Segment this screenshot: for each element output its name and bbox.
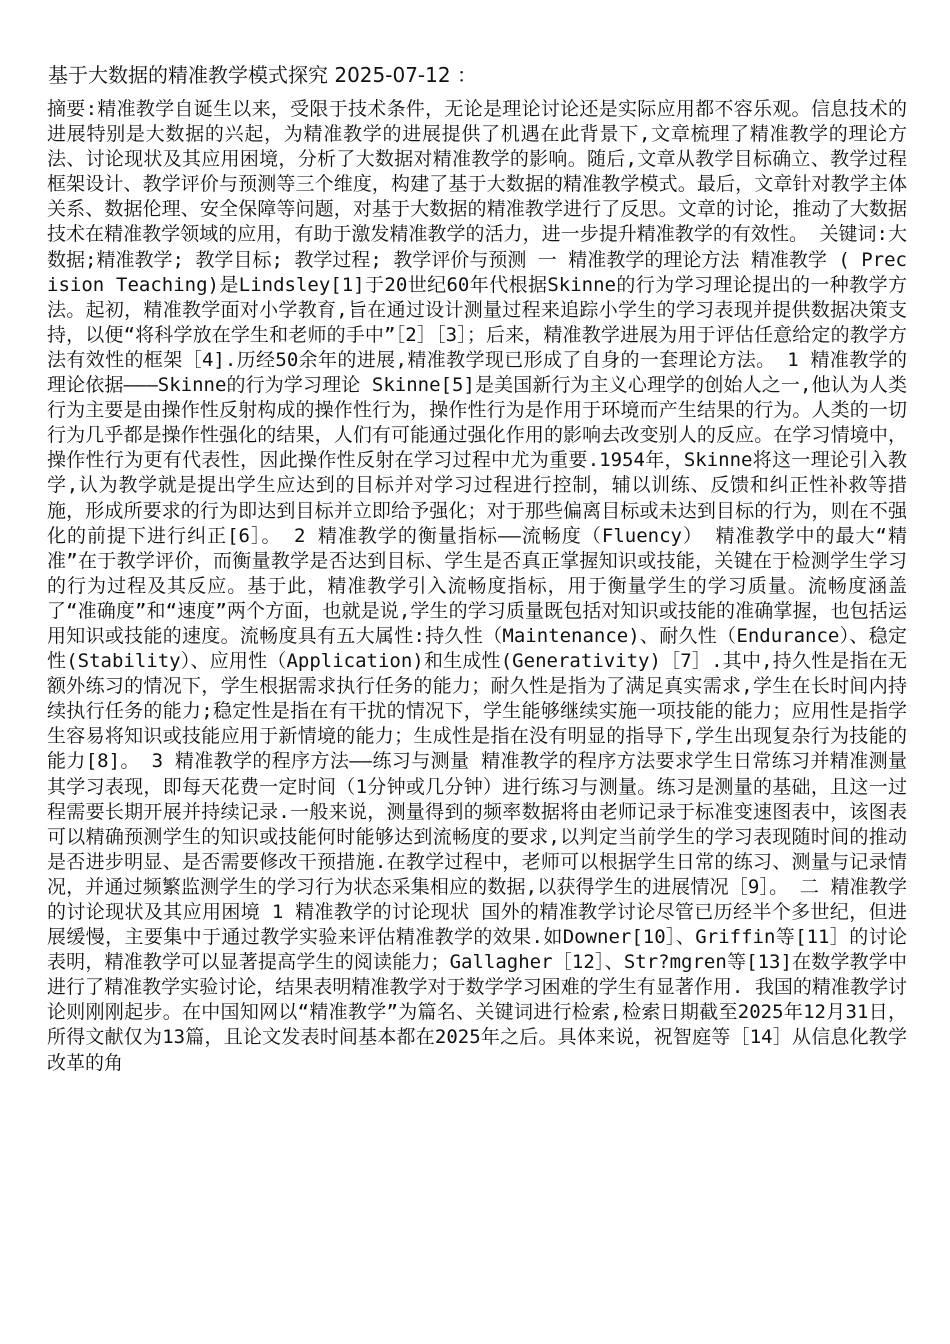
document-body-text: 摘要:精准教学自诞生以来，受限于技术条件，无论是理论讨论还是实际应用都不容乐观。信息技术的进展特别是大数据的兴起，为精准教学的进展提供了机遇在此背景下,文章梳理了精准教学的理论方法、讨论现状及其应用困境，分析了大数据对精准教学的影响。随后,文章从教学目标确立、教学过程框架设计、教学评价与预测等三个维度，构建了基于大数据的精准教学模式。最后，文章针对教学主体关系、数据伦理、安全保障等问题，对基于大数据的精准教学进行了反思。文章的讨论，推动了大数据技术在精准教学领域的应用，有助于激发精准教学的活力，进一步提升精准教学的有效性。 关键词:大数据;精准教学; 教学目标; 教学过程; 教学评价与预测 一 精准教学的理论方法 精准教学 ( Precision Teaching)是Lindsley[1]于20世纪60年代根据Skinne的行为学习理论提出的一种教学方法。起初，精准教学面对小学教育,旨在通过设计测量过程来追踪小学生的学习表现并提供数据决策支持，以便“将科学放在学生和老师的手中”［2］［3］；后来，精准教学进展为用于评估任意给定的教学方法有效性的框架［4].历经50余年的进展,精准教学现已形成了自身的一套理论方法。 1 精准教学的理论依据———Skinne的行为学习理论 Skinne[5]是美国新行为主义心理学的创始人之一,他认为人类行为主要是由操作性反射构成的操作性行为，操作性行为是作用于环境而产生结果的行为。人类的一切行为几乎都是操作性强化的结果，人们有可能通过强化作用的影响去改变别人的反应。在学习情境中，操作性行为更有代表性，因此操作性反射在学习过程中尤为重要.1954年，Skinne将这一理论引入教学,认为教学就是提出学生应达到的目标并对学习过程进行控制，辅以训练、反馈和纠正性补救等措施，形成所要求的行为即达到目标并立即给予强化；对于那些偏离目标或未达到目标的行为，则在不强化的前提下进行纠正[6］。 2 精准教学的衡量指标——流畅度（Fluency） 精准教学中的最大“精准”在于教学评价，而衡量教学是否达到目标、学生是否真正掌握知识或技能，关键在于检测学生学习的行为过程及其反应。基于此，精准教学引入流畅度指标，用于衡量学生的学习质量。流畅度涵盖了“准确度”和“速度”两个方面，也就是说,学生的学习质量既包括对知识或技能的准确掌握，也包括运用知识或技能的速度。流畅度具有五大属性:持久性（Maintenance)、耐久性（Endurance）、稳定性(Stability）、应用性（Application)和生成性(Generativity)［7］.其中,持久性是指在无额外练习的情况下，学生根据需求执行任务的能力；耐久性是指为了满足真实需求,学生在长时间内持续执行任务的能力;稳定性是指在有干扰的情况下，学生能够继续实施一项技能的能力；应用性是指学生容易将知识或技能应用于新情境的能力；生成性是指在没有明显的指导下,学生出现复杂行为技能的能力[8]。 3 精准教学的程序方法——练习与测量 精准教学的程序方法要求学生日常练习并精准测量其学习表现，即每天花费一定时间（1分钟或几分钟）进行练习与测量。练习是测量的基础，且这一过程需要长期开展并持续记录.一般来说，测量得到的频率数据将由老师记录于标准变速图表中，该图表可以精确预测学生的知识或技能何时能够达到流畅度的要求,以判定当前学生的学习表现随时间的推动是否进步明显、是否需要修改干预措施.在教学过程中，老师可以根据学生日常的练习、测量与记录情况，并通过频繁监测学生的学习行为状态采集相应的数据,以获得学生的进展情况［9］。 二 精准教学的讨论现状及其应用困境 1 精准教学的讨论现状 国外的精准教学讨论尽管已历经半个多世纪，但进展缓慢，主要集中于通过教学实验来评估精准教学的效果.如Downer[10］、Griffin等[11］的讨论表明，精准教学可以显著提高学生的阅读能力；Gallagher［12］、Str?mgren等[13]在数学教学中进行了精准教学实验讨论，结果表明精准教学对于数学学习困难的学生有显著作用. 我国的精准教学讨论则刚刚起步。在中国知网以“精准教学”为篇名、关键词进行检索,检索日期截至2025年12月31日，所得文献仅为13篇，且论文发表时间基本都在2025年之后。具体来说，祝智庭等［14］从信息化教学改革的角 xyxy=(47,98,907,1074)
document-title: 基于大数据的精准教学模式探究 2025-07-12 ： xyxy=(48,63,477,87)
